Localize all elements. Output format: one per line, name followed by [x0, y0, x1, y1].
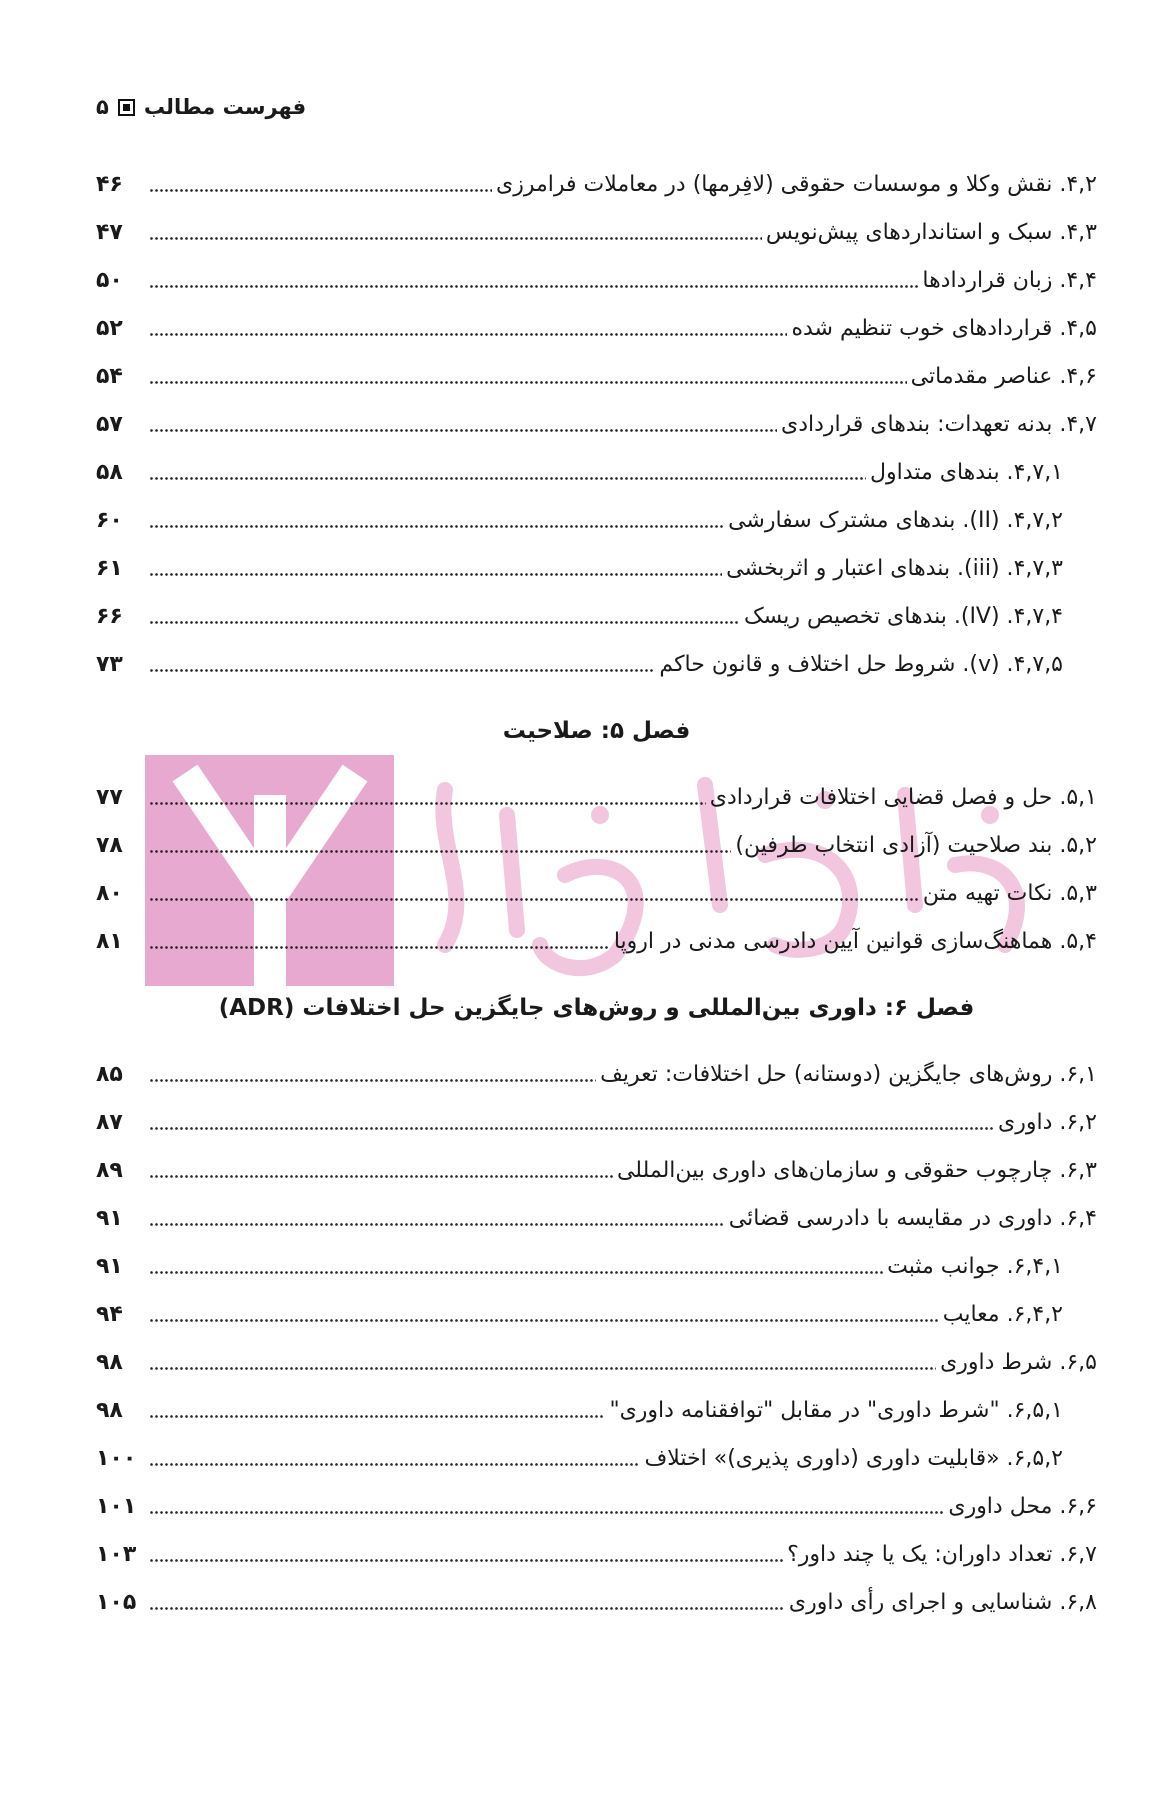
entry-page-number: ۵۰ — [96, 267, 123, 293]
entry-page-number: ۷۸ — [96, 832, 123, 858]
entry-title: ۴,۷,۴. (IV). بندهای تخصیص ریسک — [743, 603, 1063, 629]
dot-leader — [150, 1271, 883, 1274]
entry-page-number: ۶۶ — [96, 603, 123, 629]
square-bullet-icon — [118, 99, 135, 116]
chapter-6-heading: فصل ۶: داوری بین‌المللی و روش‌های جایگزین حل اختلافات (ADR) — [218, 994, 975, 1021]
entry-title: ۴,۷,۱. بندهای متداول — [870, 459, 1063, 485]
table-of-contents — [96, 160, 1097, 1626]
dot-leader — [150, 802, 706, 805]
entry-title: ۴,۷,۲. (II). بندهای مشترک سفارشی — [728, 507, 1063, 533]
running-header — [96, 88, 306, 126]
toc-entry — [96, 208, 1097, 256]
toc-subentry — [96, 640, 1097, 688]
entry-page-number: ۸۰ — [96, 880, 123, 906]
entry-title: ۶,۴,۲. معایب — [942, 1301, 1063, 1327]
dot-leader — [150, 1511, 944, 1514]
entry-title: ۴,۶. عناصر مقدماتی — [910, 363, 1097, 389]
entry-title: ۶,۵,۲. «قابلیت داوری (داوری پذیری)» اختلاف — [644, 1445, 1063, 1471]
entry-page-number: ۸۹ — [96, 1157, 123, 1183]
toc-entry — [96, 773, 1097, 821]
toc-subentry — [96, 1242, 1097, 1290]
entry-page-number: ۵۴ — [96, 363, 123, 389]
dot-leader — [150, 898, 919, 901]
toc-subentry — [96, 1434, 1097, 1482]
entry-page-number: ۵۲ — [96, 315, 123, 341]
toc-entry — [96, 1338, 1097, 1386]
dot-leader — [150, 669, 655, 672]
toc-entry — [96, 1050, 1097, 1098]
entry-title: ۶,۴,۱. جوانب مثبت — [887, 1253, 1063, 1279]
toc-subentry — [96, 448, 1097, 496]
entry-title: ۴,۷,۳. (iii). بندهای اعتبار و اثربخشی — [726, 555, 1063, 581]
entry-title: ۴,۳. سبک و استانداردهای پیش‌نویس — [765, 219, 1097, 245]
toc-subentry — [96, 592, 1097, 640]
entry-title: ۶,۸. شناسایی و اجرای رأی داوری — [788, 1589, 1097, 1615]
dot-leader — [150, 333, 787, 336]
entry-page-number: ۸۷ — [96, 1109, 123, 1135]
dot-leader — [150, 429, 777, 432]
entry-page-number: ۸۵ — [96, 1061, 123, 1087]
dot-leader — [150, 1319, 939, 1322]
entry-title: ۴,۲. نقش وکلا و موسسات حقوقی (لافِرمها) در معاملات فرامرزی — [496, 171, 1097, 197]
entry-page-number: ۱۰۳ — [96, 1541, 137, 1567]
entry-title: ۶,۵. شرط داوری — [940, 1349, 1097, 1375]
toc-entry — [96, 400, 1097, 448]
entry-page-number: ۷۷ — [96, 784, 123, 810]
entry-page-number: ۵۷ — [96, 411, 123, 437]
toc-entry — [96, 869, 1097, 917]
dot-leader — [150, 189, 492, 192]
toc-subentry — [96, 1290, 1097, 1338]
entry-page-number: ۵۸ — [96, 459, 123, 485]
toc-subentry — [96, 1386, 1097, 1434]
dot-leader — [150, 285, 918, 288]
entry-title: ۴,۷,۵. (v). شروط حل اختلاف و قانون حاکم — [659, 651, 1063, 677]
dot-leader — [150, 1607, 785, 1610]
entry-title: ۶,۵,۱. "شرط داوری" در مقابل "توافقنامه داوری" — [609, 1397, 1063, 1423]
chapter-5-heading: فصل ۵: صلاحیت — [502, 717, 691, 744]
toc-entry — [96, 1146, 1097, 1194]
entry-title: ۶,۱. روش‌های جایگزین (دوستانه) حل اختلافات: تعریف — [600, 1061, 1097, 1087]
toc-entry — [96, 352, 1097, 400]
entry-title: ۵,۴. هماهنگ‌سازی قوانین آیین دادرسی مدنی در اروپا — [613, 928, 1097, 954]
dot-leader — [150, 621, 740, 624]
dot-leader — [150, 237, 762, 240]
entry-page-number: ۱۰۰ — [96, 1445, 137, 1471]
entry-page-number: ۶۰ — [96, 507, 123, 533]
running-header-title: فهرست مطالب — [143, 95, 307, 119]
entry-title: ۶,۶. محل داوری — [948, 1493, 1097, 1519]
dot-leader — [150, 1127, 994, 1130]
entry-page-number: ۴۶ — [96, 171, 123, 197]
dot-leader — [150, 1415, 605, 1418]
toc-subentry — [96, 496, 1097, 544]
entry-page-number: ۹۸ — [96, 1397, 123, 1423]
dot-leader — [150, 1079, 596, 1082]
entry-title: ۴,۷. بدنه تعهدات: بندهای قراردادی — [780, 411, 1097, 437]
toc-entry — [96, 1482, 1097, 1530]
entry-title: ۶,۴. داوری در مقایسه با دادرسی قضائی — [728, 1205, 1097, 1231]
entry-title: ۵,۲. بند صلاحیت (آزادی انتخاب طرفین) — [735, 832, 1097, 858]
entry-page-number: ۹۱ — [96, 1253, 123, 1279]
dot-leader — [150, 525, 724, 528]
entry-page-number: ۹۴ — [96, 1301, 123, 1327]
header-page-number: ۵ — [96, 95, 109, 119]
entry-title: ۶,۳. چارچوب حقوقی و سازمان‌های داوری بین‌المللی — [616, 1157, 1097, 1183]
entry-page-number: ۹۱ — [96, 1205, 123, 1231]
dot-leader — [150, 1367, 936, 1370]
entry-page-number: ۱۰۵ — [96, 1589, 137, 1615]
entry-title: ۴,۵. قراردادهای خوب تنظیم شده — [791, 315, 1097, 341]
dot-leader — [150, 381, 907, 384]
toc-entry — [96, 1578, 1097, 1626]
entry-page-number: ۹۸ — [96, 1349, 123, 1375]
entry-title: ۶,۷. تعداد داوران: یک یا چند داور؟ — [787, 1541, 1097, 1567]
dot-leader — [150, 1175, 613, 1178]
entry-page-number: ۷۳ — [96, 651, 123, 677]
toc-entry — [96, 1194, 1097, 1242]
dot-leader — [150, 573, 722, 576]
entry-page-number: ۴۷ — [96, 219, 123, 245]
toc-entry — [96, 821, 1097, 869]
toc-entry — [96, 1098, 1097, 1146]
toc-subentry — [96, 544, 1097, 592]
entry-title: ۶,۲. داوری — [997, 1109, 1097, 1135]
dot-leader — [150, 477, 866, 480]
dot-leader — [150, 1223, 725, 1226]
toc-entry — [96, 160, 1097, 208]
dot-leader — [150, 1559, 783, 1562]
entry-title: ۴,۴. زبان قراردادها — [922, 267, 1097, 293]
entry-page-number: ۶۱ — [96, 555, 123, 581]
toc-entry — [96, 304, 1097, 352]
entry-page-number: ۱۰۱ — [96, 1493, 137, 1519]
entry-title: ۵,۳. نکات تهیه متن — [922, 880, 1097, 906]
entry-title: ۵,۱. حل و فصل قضایی اختلافات قراردادی — [709, 784, 1097, 810]
dot-leader — [150, 946, 610, 949]
entry-page-number: ۸۱ — [96, 928, 123, 954]
dot-leader — [150, 1463, 640, 1466]
toc-entry — [96, 917, 1097, 965]
dot-leader — [150, 850, 731, 853]
toc-entry — [96, 256, 1097, 304]
toc-entry — [96, 1530, 1097, 1578]
